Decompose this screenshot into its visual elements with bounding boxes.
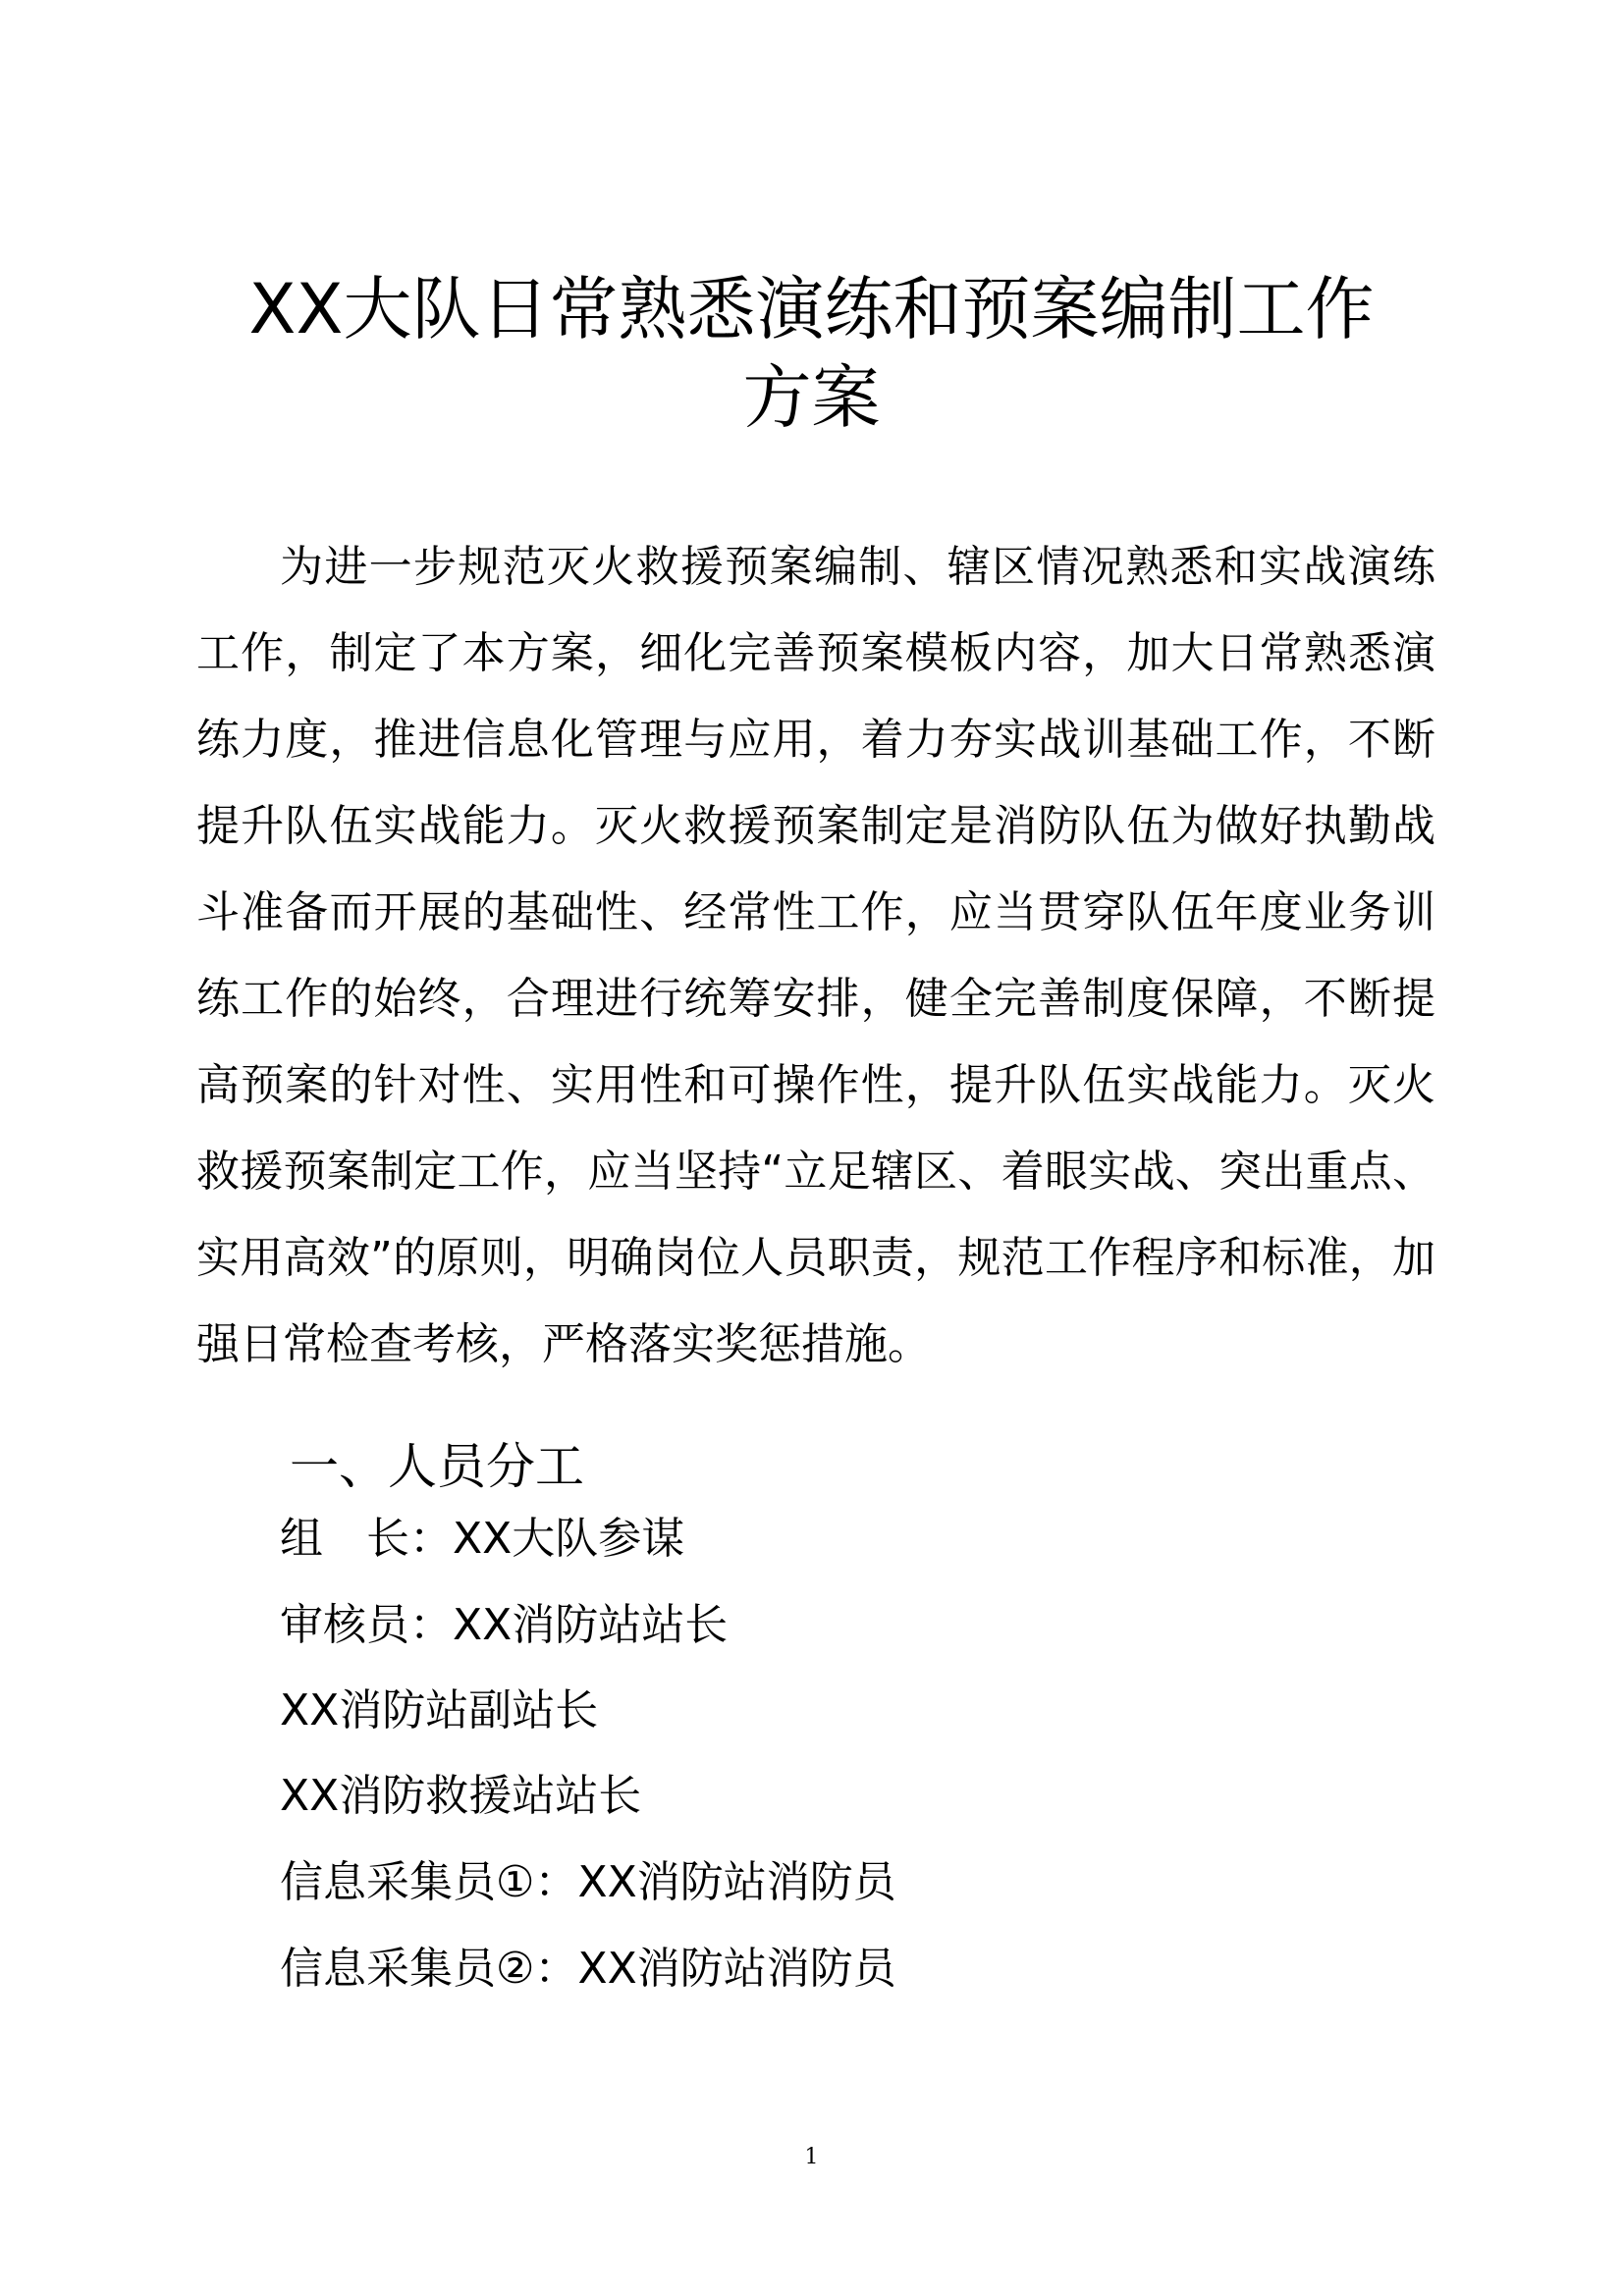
paragraph-line: 斗准备而开展的基础性、经常性工作，应当贯穿队伍年度业务训 (196, 887, 1435, 937)
paragraph-line: 练力度，推进信息化管理与应用，着力夯实战训基础工作，不断 (196, 715, 1435, 765)
staff-item: XX消防救援站站长 (280, 1771, 642, 1821)
staff-item: 信息采集员①：XX消防站消防员 (280, 1857, 896, 1907)
document-title-line-2: 方案 (742, 357, 881, 438)
document-title-line-1: XX大队日常熟悉演练和预案编制工作 (248, 269, 1375, 349)
paragraph-line: 救援预案制定工作，应当坚持“立足辖区、着眼实战、突出重点、 (196, 1147, 1435, 1197)
paragraph-line: 为进一步规范灭火救援预案编制、辖区情况熟悉和实战演练 (280, 542, 1435, 592)
section-heading: 一、人员分工 (290, 1438, 584, 1495)
paragraph-line: 强日常检查考核，严格落实奖惩措施。 (196, 1319, 931, 1369)
staff-item: 审核员：XX消防站站长 (280, 1600, 729, 1650)
paragraph-line: 练工作的始终，合理进行统筹安排，健全完善制度保障，不断提 (196, 974, 1435, 1024)
paragraph-line: 实用高效”的原则，明确岗位人员职责，规范工作程序和标准，加 (196, 1233, 1435, 1283)
staff-item: 信息采集员②：XX消防站消防员 (280, 1944, 896, 1994)
page-number: 1 (804, 2145, 819, 2169)
paragraph-line: 高预案的针对性、实用性和可操作性，提升队伍实战能力。灭火 (196, 1060, 1435, 1110)
staff-item: 组 长：XX大队参谋 (280, 1514, 685, 1564)
paragraph-line: 工作，制定了本方案，细化完善预案模板内容，加大日常熟悉演 (196, 628, 1435, 678)
paragraph-line: 提升队伍实战能力。灭火救援预案制定是消防队伍为做好执勤战 (196, 801, 1435, 851)
staff-item: XX消防站副站长 (280, 1685, 599, 1735)
